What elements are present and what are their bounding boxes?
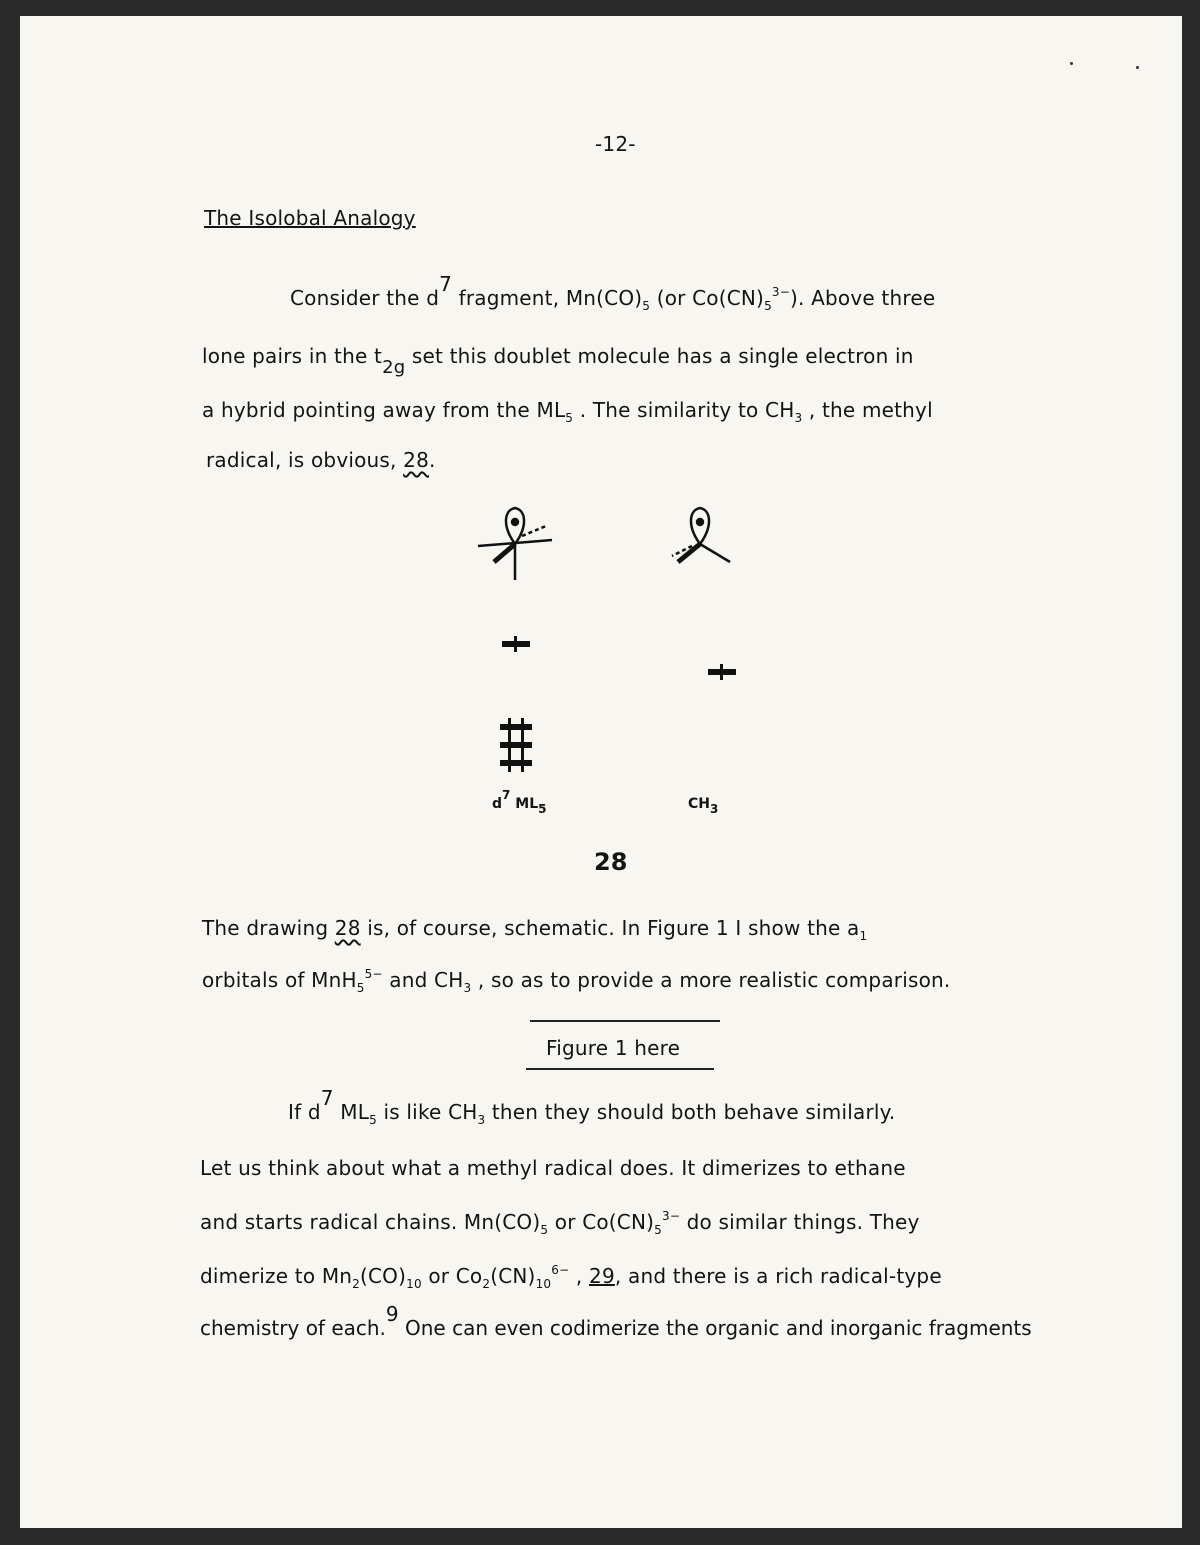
figure-placeholder: Figure 1 here xyxy=(546,1036,681,1060)
paragraph-3-line-5: chemistry of each.9 One can even codimerize the organic and inorganic fragments xyxy=(200,1302,1032,1340)
label-d7-ml5: d7 ML5 xyxy=(492,788,547,816)
speck xyxy=(1136,66,1139,69)
section-title: The Isolobal Analogy xyxy=(204,206,416,230)
paragraph-1-line-3: a hybrid pointing away from the $ML_5$ . The similarity to $CH_3$ , the methyl xyxy=(202,398,933,425)
paragraph-2-line-2: orbitals of MnH$_5^{5-}$ and $CH_3$ , so as to provide a more realistic comparison. xyxy=(202,967,951,995)
paragraph-3-line-2: Let us think about what a methyl radical does. It dimerizes to ethane xyxy=(200,1156,906,1180)
label-ch3: CH3 xyxy=(688,796,719,816)
ml5-electron xyxy=(512,519,518,525)
t2g-spin-up xyxy=(508,718,511,772)
ml5-dashed-bond xyxy=(522,526,546,536)
paragraph-1-line-2: lone pairs in the t2g set this doublet molecule has a single electron in xyxy=(202,344,914,378)
ml5-wedge xyxy=(494,544,515,562)
placeholder-rule-bottom xyxy=(526,1068,714,1070)
page-number: -12- xyxy=(595,132,636,156)
paragraph-3-line-4: dimerize to $Mn_2(CO)_{10}$ or $Co_2(CN)_{10}^{6-}$ , 29, and there is a rich radical-type xyxy=(200,1263,942,1291)
t2g-spin-down xyxy=(521,718,524,772)
t2g-level-1 xyxy=(500,724,532,730)
orbital-diagram-28 xyxy=(460,496,760,796)
paragraph-3-line-3: and starts radical chains. $Mn(CO)_5$ or $Co(CN)_5^{3-}$ do similar things. They xyxy=(200,1209,920,1237)
ch3-electron xyxy=(697,519,703,525)
speck xyxy=(1070,62,1073,65)
structure-ref-29: 29 xyxy=(589,1264,615,1288)
paragraph-3-line-1: If d7 $ML_5$ is like $CH_3$ then they should both behave similarly. xyxy=(288,1086,896,1127)
ml5-a1-spin xyxy=(514,636,517,652)
placeholder-rule-top xyxy=(530,1020,720,1022)
figure-number: 28 xyxy=(594,848,628,876)
paragraph-1-line-4: radical, is obvious, 28. xyxy=(206,448,436,472)
structure-ref-28: 28 xyxy=(334,916,361,940)
t2g-level-3 xyxy=(500,760,532,766)
paragraph-1-line-1: Consider the d7 fragment, $Mn(CO)_5$ (or $Co(CN)_5^{3-}$). Above three xyxy=(290,272,936,313)
ch3-bond-right xyxy=(700,544,730,562)
ch3-spin xyxy=(720,664,723,680)
paragraph-2-line-1: The drawing 28 is, of course, schematic. In Figure 1 I show the $a_1$ xyxy=(202,916,868,943)
structure-ref-28: 28 xyxy=(403,448,430,472)
document-page xyxy=(20,16,1182,1528)
t2g-level-2 xyxy=(500,742,532,748)
